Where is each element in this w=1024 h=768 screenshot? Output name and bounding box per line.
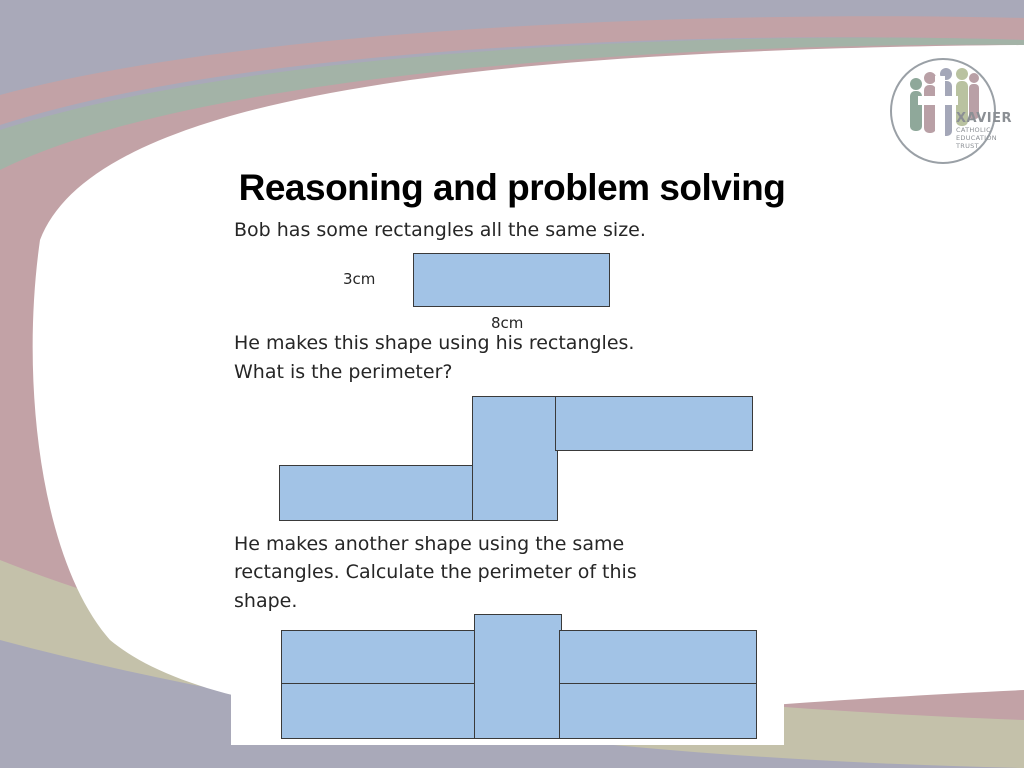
shape2-rect-top-right <box>559 630 757 686</box>
question1-line: He makes this shape using his rectangles. <box>234 332 635 354</box>
question2-line: rectangles. Calculate the perimeter of this <box>234 561 637 583</box>
logo-sub-line: EDUCATION <box>956 134 997 142</box>
shape2-rect-bottom-left <box>281 683 477 739</box>
shape2-rect-top-left <box>281 630 477 686</box>
question2-line: shape. <box>234 590 298 612</box>
example-rectangle <box>413 253 610 307</box>
question2-line: He makes another shape using the same <box>234 533 625 555</box>
shape2-rect-bottom-right <box>559 683 757 739</box>
question1-line: What is the perimeter? <box>234 361 453 383</box>
shape1-rect-left <box>279 465 475 521</box>
rect-height-label: 3cm <box>343 270 376 288</box>
shape1-rect-right <box>555 396 753 451</box>
logo-text <box>956 112 1012 150</box>
logo-sub-line: TRUST <box>956 142 979 150</box>
logo-sub-line: CATHOLIC <box>956 126 991 134</box>
worksheet-image <box>231 212 784 745</box>
logo-name: XAVIER <box>956 111 1012 126</box>
shape2-rect-vertical <box>474 614 562 739</box>
intro-text: Bob has some rectangles all the same size. <box>234 219 646 241</box>
rect-width-label: 8cm <box>491 314 524 332</box>
slide-title: Reasoning and problem solving <box>238 167 786 208</box>
shape1-rect-vertical <box>472 396 558 521</box>
